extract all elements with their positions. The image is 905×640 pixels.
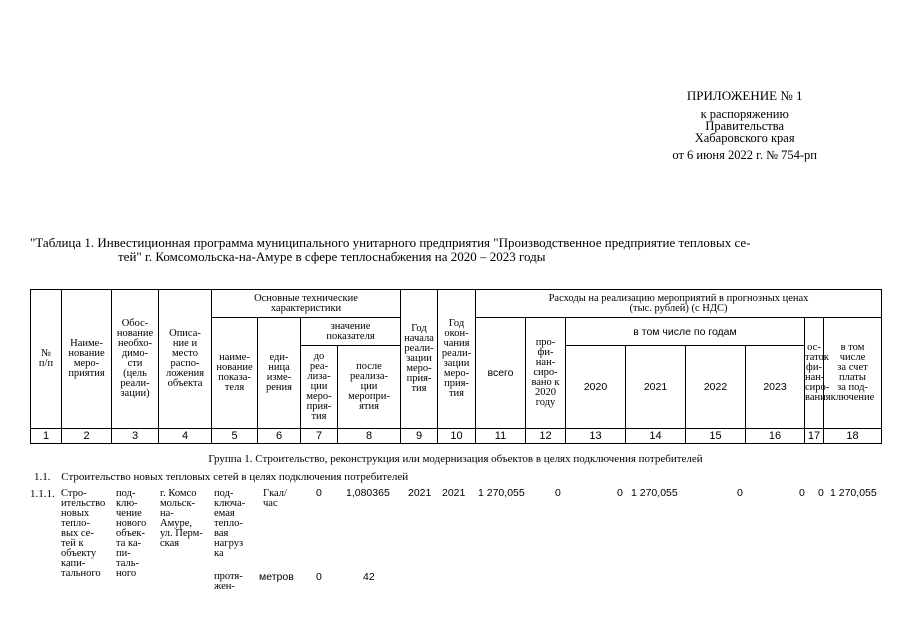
col-connection-header: в том числе за счет платы за под- ключение [824, 318, 882, 429]
row-indicator-name: протя- жен- [214, 571, 243, 592]
row-2021: 1 270,055 [631, 487, 678, 499]
row-after: 42 [363, 571, 375, 583]
caption-line: "Таблица 1. Инвестиционная программа муниципального унитарного предприятия "Производственное предприятие тепловых се- [30, 235, 751, 250]
column-number: 10 [438, 429, 476, 444]
column-number: 6 [258, 429, 301, 444]
col-year-header: 2021 [626, 346, 686, 429]
appendix-title: ПРИЛОЖЕНИЕ № 1 [686, 88, 803, 103]
col-remainder-header: ос- таток фи- нан- сиро- вания [805, 318, 824, 429]
col-after-header: после реализа- ции меропри- ятия [338, 346, 401, 429]
table-caption [30, 236, 880, 264]
row-before: 0 [316, 571, 322, 583]
col-before-header: до реа- лиза- ции меро- прия- тия [301, 346, 338, 429]
group-heading: Группа 1. Строительство, реконструкция или модернизация объектов в целях подключения потребителей [208, 453, 703, 465]
row-unit: Гкал/ час [263, 488, 287, 509]
row-description: г. Комсо мольск- на- Амуре, ул. Перм- ская [160, 488, 203, 549]
column-number: 9 [401, 429, 438, 444]
column-number: 2 [62, 429, 112, 444]
col-total-header: всего [476, 318, 526, 429]
column-number: 17 [805, 429, 824, 444]
col-by-years-header: в том числе по годам [566, 318, 805, 346]
investment-table-header [30, 289, 882, 444]
appendix-date: от 6 июня 2022 г. № 754-рп [672, 148, 817, 162]
col-year-header: 2023 [746, 346, 805, 429]
column-number: 4 [159, 429, 212, 444]
subgroup-heading [34, 471, 408, 483]
column-number: 7 [301, 429, 338, 444]
appendix-line: к распоряжению [700, 107, 789, 121]
row-justification: под- клю- чение нового объек- та ка- пи- таль- ного [116, 488, 147, 579]
col-tech-header: Основные технические характеристики [212, 290, 401, 318]
caption-line: тей" г. Комсомольска-на-Амуре в сфере теплоснабжения на 2020 – 2023 годы [118, 249, 546, 264]
column-number: 18 [824, 429, 882, 444]
row-2022: 0 [737, 487, 743, 499]
row-connection: 1 270,055 [830, 487, 877, 499]
row-financed: 0 [555, 487, 561, 499]
col-year-header: 2022 [686, 346, 746, 429]
subgroup-text: Строительство новых тепловых сетей в целях подключения потребителей [61, 471, 409, 483]
column-number: 1 [31, 429, 62, 444]
row-indicator-name: под- ключа- емая тепло- вая нагруз ка [214, 488, 246, 559]
row-total: 1 270,055 [478, 487, 525, 499]
column-number: 12 [526, 429, 566, 444]
column-number: 3 [112, 429, 159, 444]
row-unit: метров [259, 571, 294, 583]
col-financed-header: про- фи- нан- сиро- вано к 2020 году [526, 318, 566, 429]
column-number: 15 [686, 429, 746, 444]
col-unit-header: еди- ница изме- рения [258, 318, 301, 429]
appendix-block [672, 90, 817, 161]
col-year-start-header: Год начала реали- зации меро- прия- тия [401, 290, 438, 429]
column-number: 11 [476, 429, 526, 444]
column-number: 8 [338, 429, 401, 444]
row-remainder: 0 [818, 487, 824, 499]
col-expenses-header: Расходы на реализацию мероприятий в прогнозных ценах (тыс. рублей) (с НДС) [476, 290, 882, 318]
row-year-start: 2021 [408, 487, 432, 499]
col-year-header: 2020 [566, 346, 626, 429]
col-indicator-name-header: наиме- нование показа- теля [212, 318, 258, 429]
column-number: 14 [626, 429, 686, 444]
col-num-header: № п/п [31, 290, 62, 429]
row-year-end: 2021 [442, 487, 466, 499]
row-2023: 0 [799, 487, 805, 499]
appendix-line: Хабаровского края [694, 131, 795, 145]
row-name: Стро- ительство новых тепло- вых се- тей к объекту капи- тального [61, 488, 106, 579]
col-indicator-value-header: значение показателя [301, 318, 401, 346]
col-description-header: Описа- ние и место распо- ложения объекта [159, 290, 212, 429]
col-justification-header: Обос- нование необхо- димо- сти (цель реали- зации) [112, 290, 159, 429]
appendix-line: Правительства [705, 119, 785, 133]
column-number: 5 [212, 429, 258, 444]
col-year-end-header: Год окон- чания реали- зации меро- прия- тия [438, 290, 476, 429]
col-name-header: Наиме- нование меро- приятия [62, 290, 112, 429]
row-before: 0 [316, 487, 322, 499]
column-number: 16 [746, 429, 805, 444]
row-number: 1.1.1. [30, 488, 55, 500]
row-after: 1,080365 [346, 487, 390, 499]
row-2020: 0 [617, 487, 623, 499]
column-number: 13 [566, 429, 626, 444]
subgroup-number: 1.1. [34, 471, 51, 483]
